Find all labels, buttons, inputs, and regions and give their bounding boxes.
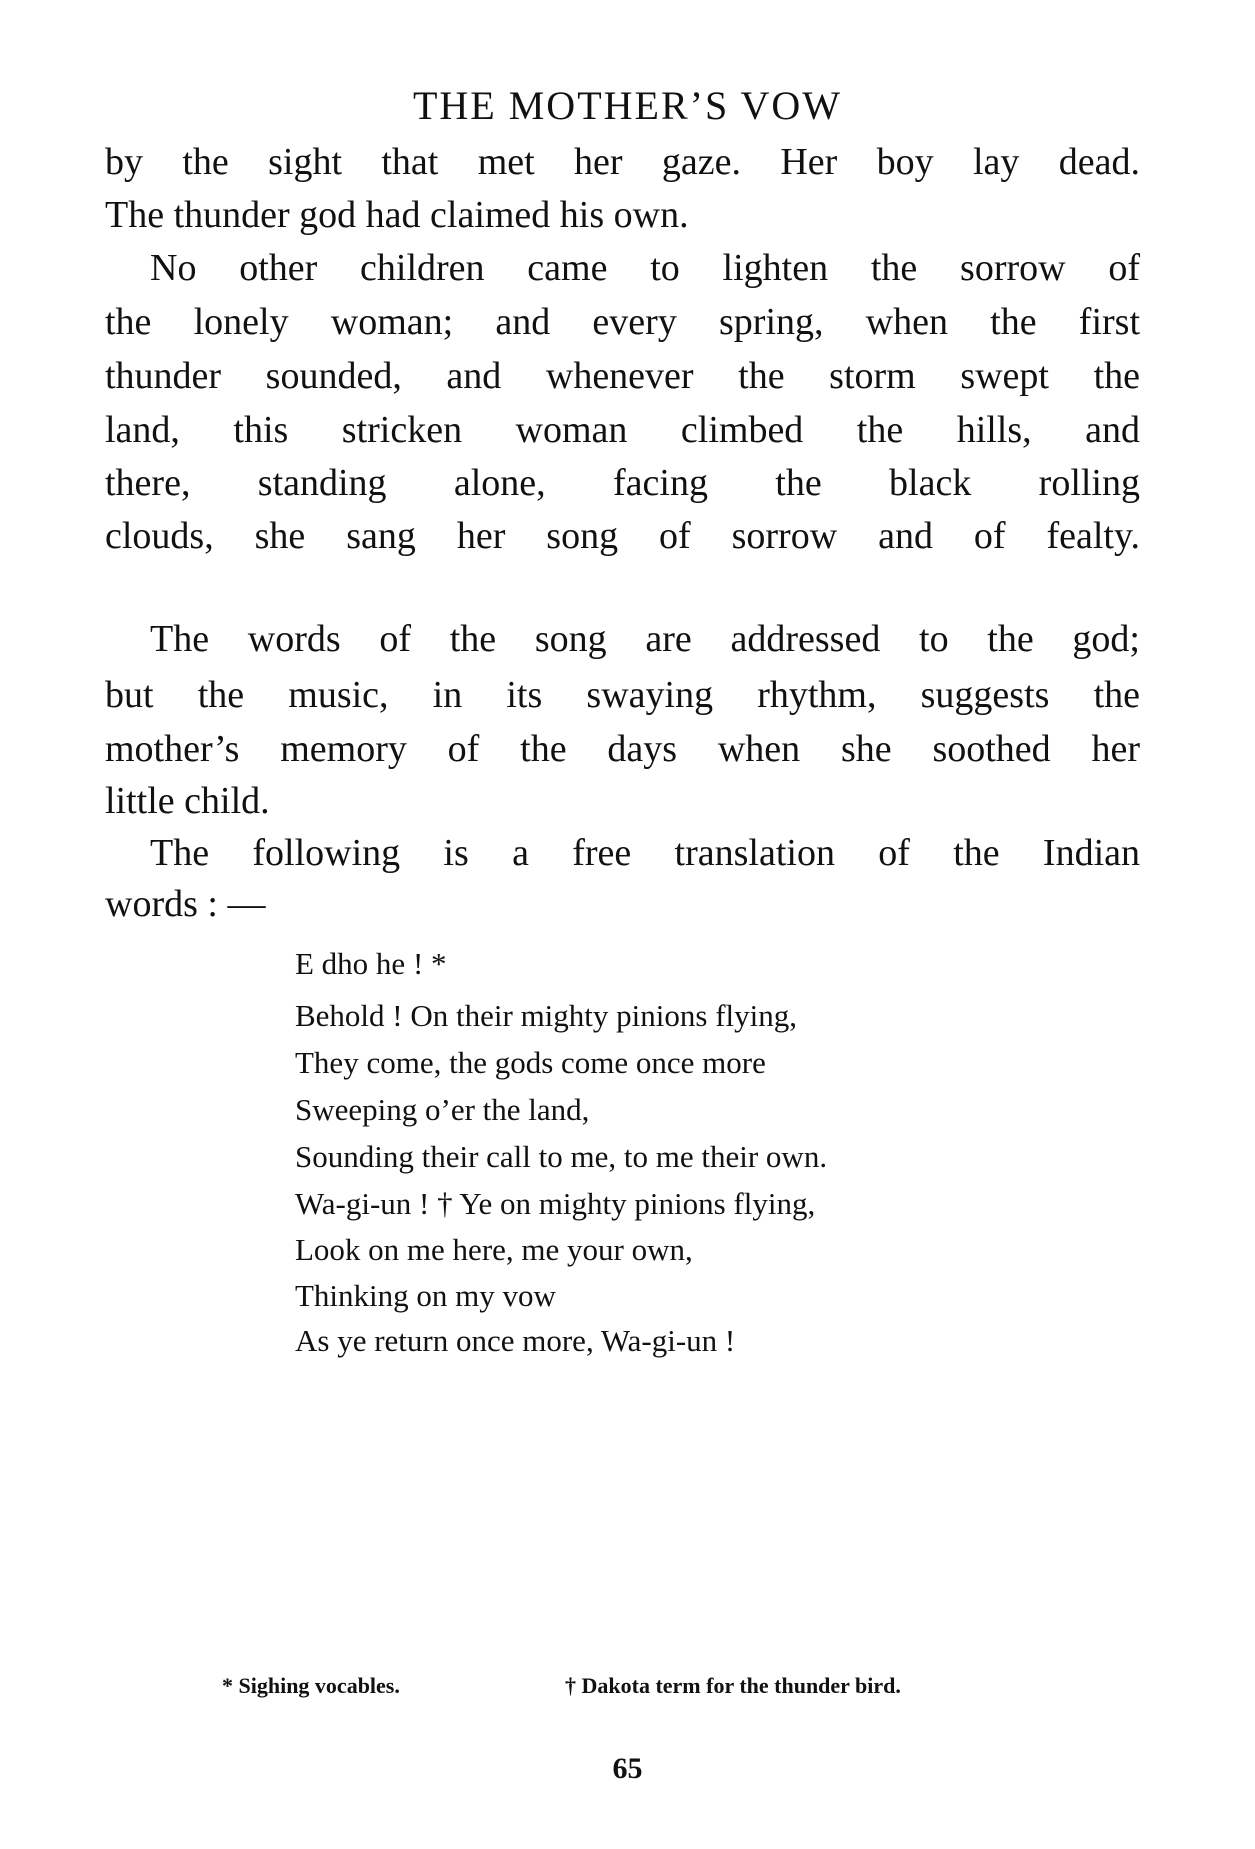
text-line: The words of the song are addressed to the god; <box>150 618 1140 660</box>
text-line: clouds, she sang her song of sorrow and of fealty. <box>105 515 1140 557</box>
song-line: Behold ! On their mighty pinions flying, <box>295 998 797 1033</box>
text-line: little child. <box>105 780 270 822</box>
text-line: land, this stricken woman climbed the hills, and <box>105 409 1140 451</box>
song-line: Sounding their call to me, to me their own. <box>295 1139 828 1174</box>
text-line: words : — <box>105 883 266 925</box>
song-line: Wa-gi-un ! † Ye on mighty pinions flying, <box>295 1186 816 1221</box>
song-line: Look on me here, me your own, <box>295 1232 693 1267</box>
text-line: The following is a free translation of the Indian <box>150 832 1140 874</box>
footnote: † Dakota term for the thunder bird. <box>565 1673 901 1698</box>
running-head: THE MOTHER’S VOW <box>412 83 842 128</box>
page-number: 65 <box>612 1752 643 1785</box>
text-line: there, standing alone, facing the black rolling <box>105 462 1140 504</box>
song-line: They come, the gods come once more <box>295 1045 766 1080</box>
song-line: As ye return once more, Wa-gi-un ! <box>295 1323 736 1358</box>
song-line: E dho he ! * <box>295 946 447 981</box>
text-line: thunder sounded, and whenever the storm swept the <box>105 355 1140 397</box>
song-line: Thinking on my vow <box>295 1278 556 1313</box>
song-line: Sweeping o’er the land, <box>295 1092 590 1127</box>
text-line: mother’s memory of the days when she soothed her <box>105 728 1140 770</box>
text-line: No other children came to lighten the sorrow of <box>150 247 1140 289</box>
text-line: The thunder god had claimed his own. <box>105 194 689 236</box>
text-line: the lonely woman; and every spring, when the first <box>105 301 1140 343</box>
text-line: by the sight that met her gaze. Her boy lay dead. <box>105 141 1140 183</box>
text-line: but the music, in its swaying rhythm, suggests the <box>105 674 1140 716</box>
footnote: * Sighing vocables. <box>222 1673 400 1698</box>
